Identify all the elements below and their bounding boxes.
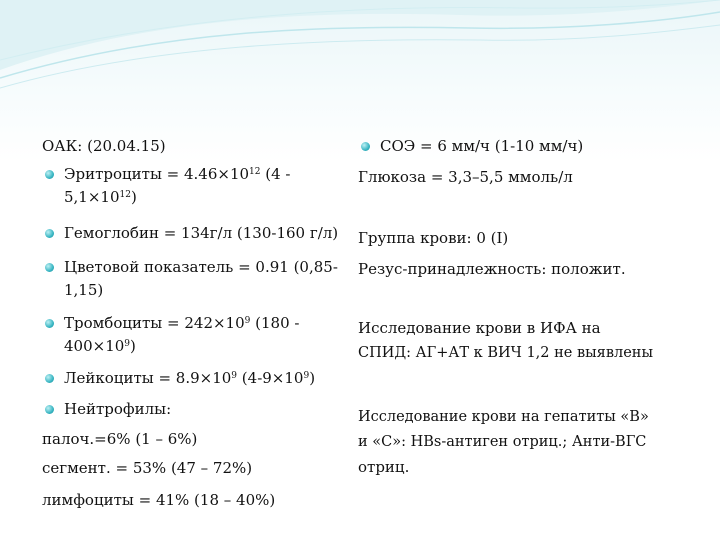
hepatitis-line2: и «С»: HBs-антиген отриц.; Анти-ВГС	[358, 434, 647, 450]
ifa-line2: СПИД: АГ+АТ к ВИЧ 1,2 не выявлены	[358, 345, 653, 361]
decorative-swoosh	[0, 0, 720, 110]
leukocytes-value: Лейкоциты = 8.9×10	[64, 369, 232, 387]
color-index-line1: Цветовой показатель = 0.91 (0,85-	[64, 258, 338, 276]
platelets-line1	[64, 313, 299, 334]
platelets-range-start: (180 -	[250, 314, 300, 332]
erythrocytes-line2	[64, 187, 137, 208]
platelets-exp: 9	[244, 316, 251, 326]
blood-group: Группа крови: 0 (I)	[358, 229, 509, 247]
glucose: Глюкоза = 3,3–5,5 ммоль/л	[358, 168, 573, 186]
erythrocytes-line1	[64, 164, 291, 185]
ifa-line1: Исследование крови в ИФА на	[358, 319, 601, 337]
oak-header: ОАК: (20.04.15)	[42, 137, 166, 155]
hepatitis-line3: отриц.	[358, 458, 410, 476]
platelets-range-end: 400×10	[64, 337, 125, 355]
erythrocytes-range-close: )	[130, 188, 137, 206]
lymphocytes: лимфоциты = 41% (18 – 40%)	[42, 491, 276, 509]
esr-item: СОЭ = 6 мм/ч (1-10 мм/ч)	[380, 137, 584, 155]
neutrophils-item: Нейтрофилы:	[64, 400, 172, 418]
band-neutrophils: палоч.=6% (1 – 6%)	[42, 430, 198, 448]
erythrocytes-range-exp: 12	[119, 190, 131, 200]
hemoglobin-item: Гемоглобин = 134г/л (130-160 г/л)	[64, 224, 339, 242]
erythrocytes-range-start: (4 -	[260, 165, 291, 183]
segmented-neutrophils: сегмент. = 53% (47 – 72%)	[42, 459, 253, 477]
platelets-range-close: )	[130, 337, 136, 355]
color-index-line2: 1,15)	[64, 281, 104, 299]
erythrocytes-range-end: 5,1×10	[64, 188, 120, 206]
platelets-value: Тромбоциты = 242×10	[64, 314, 245, 332]
rhesus: Резус-принадлежность: положит.	[358, 260, 626, 278]
leukocytes-exp: 9	[231, 371, 238, 381]
platelets-line2	[64, 336, 136, 357]
leukocytes-range-close: )	[309, 369, 316, 387]
erythrocytes-exp: 12	[249, 167, 261, 177]
hepatitis-line1: Исследование крови на гепатиты «В»	[358, 409, 649, 425]
platelets-range-exp: 9	[124, 339, 131, 349]
leukocytes-item	[64, 368, 315, 389]
erythrocytes-value: Эритроциты = 4.46×10	[64, 165, 250, 183]
leukocytes-range-exp: 9	[303, 371, 310, 381]
leukocytes-range: (4-9×10	[237, 369, 304, 387]
